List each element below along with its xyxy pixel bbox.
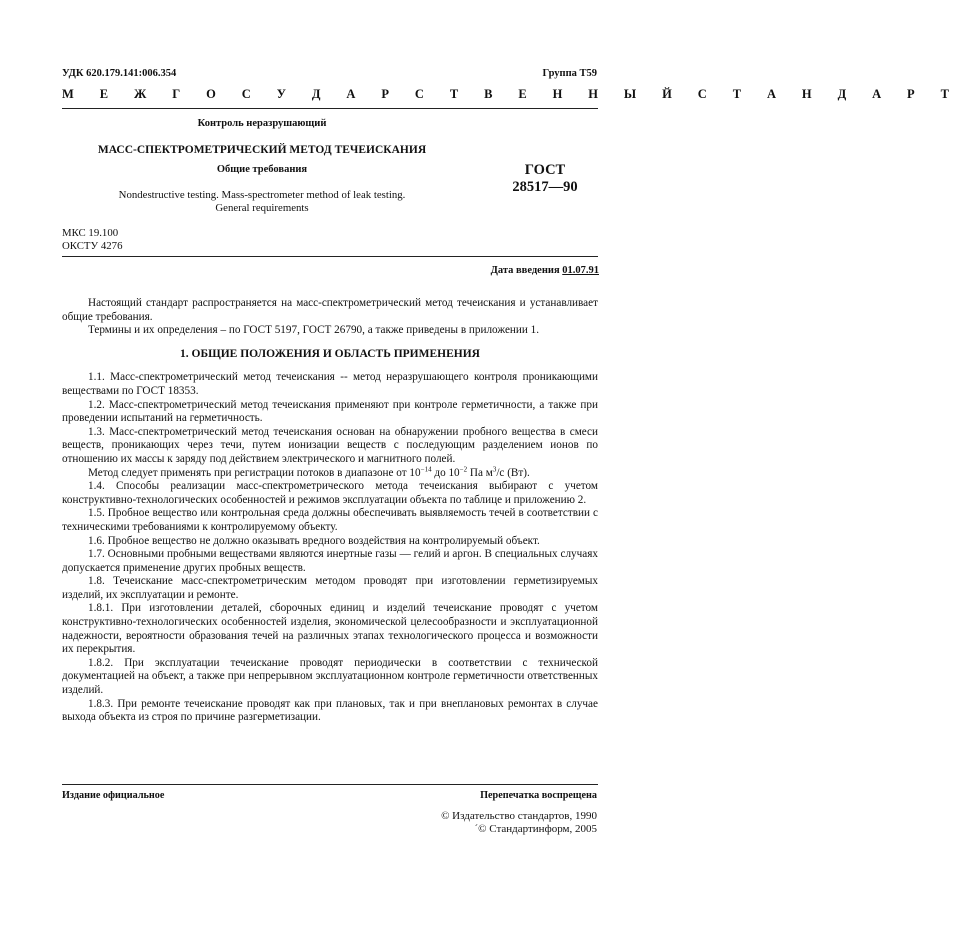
mks-code: МКС 19.100 <box>62 227 119 239</box>
reprint-notice: Перепечатка воспрещена <box>480 790 597 801</box>
clause-1-6: 1.6. Пробное вещество не должно оказывать вредного воздействия на контролируемый объект. <box>88 534 540 547</box>
clause-1-2: 1.2. Масс-спектрометрический метод течеискания применяют при контроле герметичности, а также при проведении испытаний на герметичность. <box>62 398 598 425</box>
copyright-line: ´© Стандартинформ, 2005 <box>474 823 597 835</box>
edition-label: Издание официальное <box>62 790 165 801</box>
clause-1-1: 1.1. Масс-спектрометрический метод течеискания -- метод неразрушающего контроля проникающими веществами по ГОСТ 18353. <box>62 371 598 397</box>
gost-label: ГОСТ <box>524 162 566 178</box>
clause-1-4: 1.4. Способы реализации масс-спектрометрического метода течеискания выбирают с учетом конструктивно-технологических особенностей и режимов эксплуатации объекта по таблице и приложению 2. <box>62 480 598 506</box>
clause-1-8-2: 1.8.2. При эксплуатации течеискание проводят периодически в соответствии с технической документацией на объект, а также при непрерывном эксплуатационном контроле герметичности ответственных изделий. <box>62 656 598 697</box>
english-title <box>62 189 462 215</box>
effective-date <box>491 265 599 276</box>
footer-divider <box>62 784 598 785</box>
udk-code: УДК 620.179.141:006.354 <box>62 68 177 79</box>
clause-1-7: 1.7. Основными пробными веществами являются инертные газы — гелий и аргон. В специальных случаях допускается применение других пробных веществ. <box>62 548 598 574</box>
document-title: МАСС-СПЕКТРОМЕТРИЧЕСКИЙ МЕТОД ТЕЧЕИСКАНИЯ <box>97 144 427 156</box>
english-title-line1: Nondestructive testing. Mass-spectrometer method of leak testing. <box>118 189 406 201</box>
intro-paragraph: Настоящий стандарт распространяется на масс-спектрометрический метод течеискания и устанавливает общие требования. <box>62 297 598 323</box>
intro-paragraph: Термины и их определения – по ГОСТ 5197, ГОСТ 26790, а также приведены в приложении 1. <box>88 324 540 337</box>
clause-1-3: 1.3. Масс-спектрометрический метод течеискания основан на обнаружении пробного вещества в смеси веществ, проникающих через течи, путем ионизации веществ с последующим разделением ионов по отношению их массы к заряду под действием электрического и магнитного полей. <box>62 425 598 465</box>
copyright-block <box>441 810 597 836</box>
header-divider <box>62 108 598 109</box>
document-body <box>62 297 598 725</box>
gost-number: 28517—90 <box>512 179 578 195</box>
clause-1-5: 1.5. Пробное вещество или контрольная среда должны обеспечивать выявляемость течей в соответствии с техническими требованиями к контролируемому объекту. <box>62 507 598 533</box>
clause-1-8-1: 1.8.1. При изготовлении деталей, сборочных единиц и изделий течеискание проводят с учетом конструктивно-технологических особенностей изделия, экономической целесообразности и эксплуатационной надежности, вероятности образования течей на различных этапах технологического процесса и возможности их перекрытия. <box>62 602 598 656</box>
clause-1-8: 1.8. Течеискание масс-спектрометрическим методом проводят при изготовлении герметизируемых изделий, их эксплуатации и ремонте. <box>62 575 598 601</box>
clause-1-3-range: Метод следует применять при регистрации потоков в диапазоне от $10^{-14}$ до $10^{-2}$ Па $м^3/с$ (Вт). <box>88 464 530 479</box>
document-subtitle: Общие требования <box>216 164 308 175</box>
classifier-codes <box>62 227 122 252</box>
effective-date-label: Дата введения <box>490 265 560 276</box>
english-title-line2: General requirements <box>215 202 309 214</box>
group-code: Группа Т59 <box>542 68 597 79</box>
effective-date-value: 01.07.91 <box>562 265 599 276</box>
category-label: Контроль неразрушающий <box>197 118 327 129</box>
classifier-divider <box>62 256 598 257</box>
interstate-standard-banner: М Е Ж Г О С У Д А Р С Т В Е Н Н Ы Й С Т А Н Д А Р Т <box>62 87 960 101</box>
okstu-code: ОКСТУ 4276 <box>62 239 123 252</box>
gost-designation <box>480 162 610 196</box>
copyright-line: © Издательство стандартов, 1990 <box>441 810 597 822</box>
section-heading: 1. ОБЩИЕ ПОЛОЖЕНИЯ И ОБЛАСТЬ ПРИМЕНЕНИЯ <box>180 347 480 360</box>
clause-1-8-3: 1.8.3. При ремонте течеискание проводят как при плановых, так и при внеплановых ремонтах в случае выхода объекта из строя по причине разгерметизации. <box>62 697 598 724</box>
